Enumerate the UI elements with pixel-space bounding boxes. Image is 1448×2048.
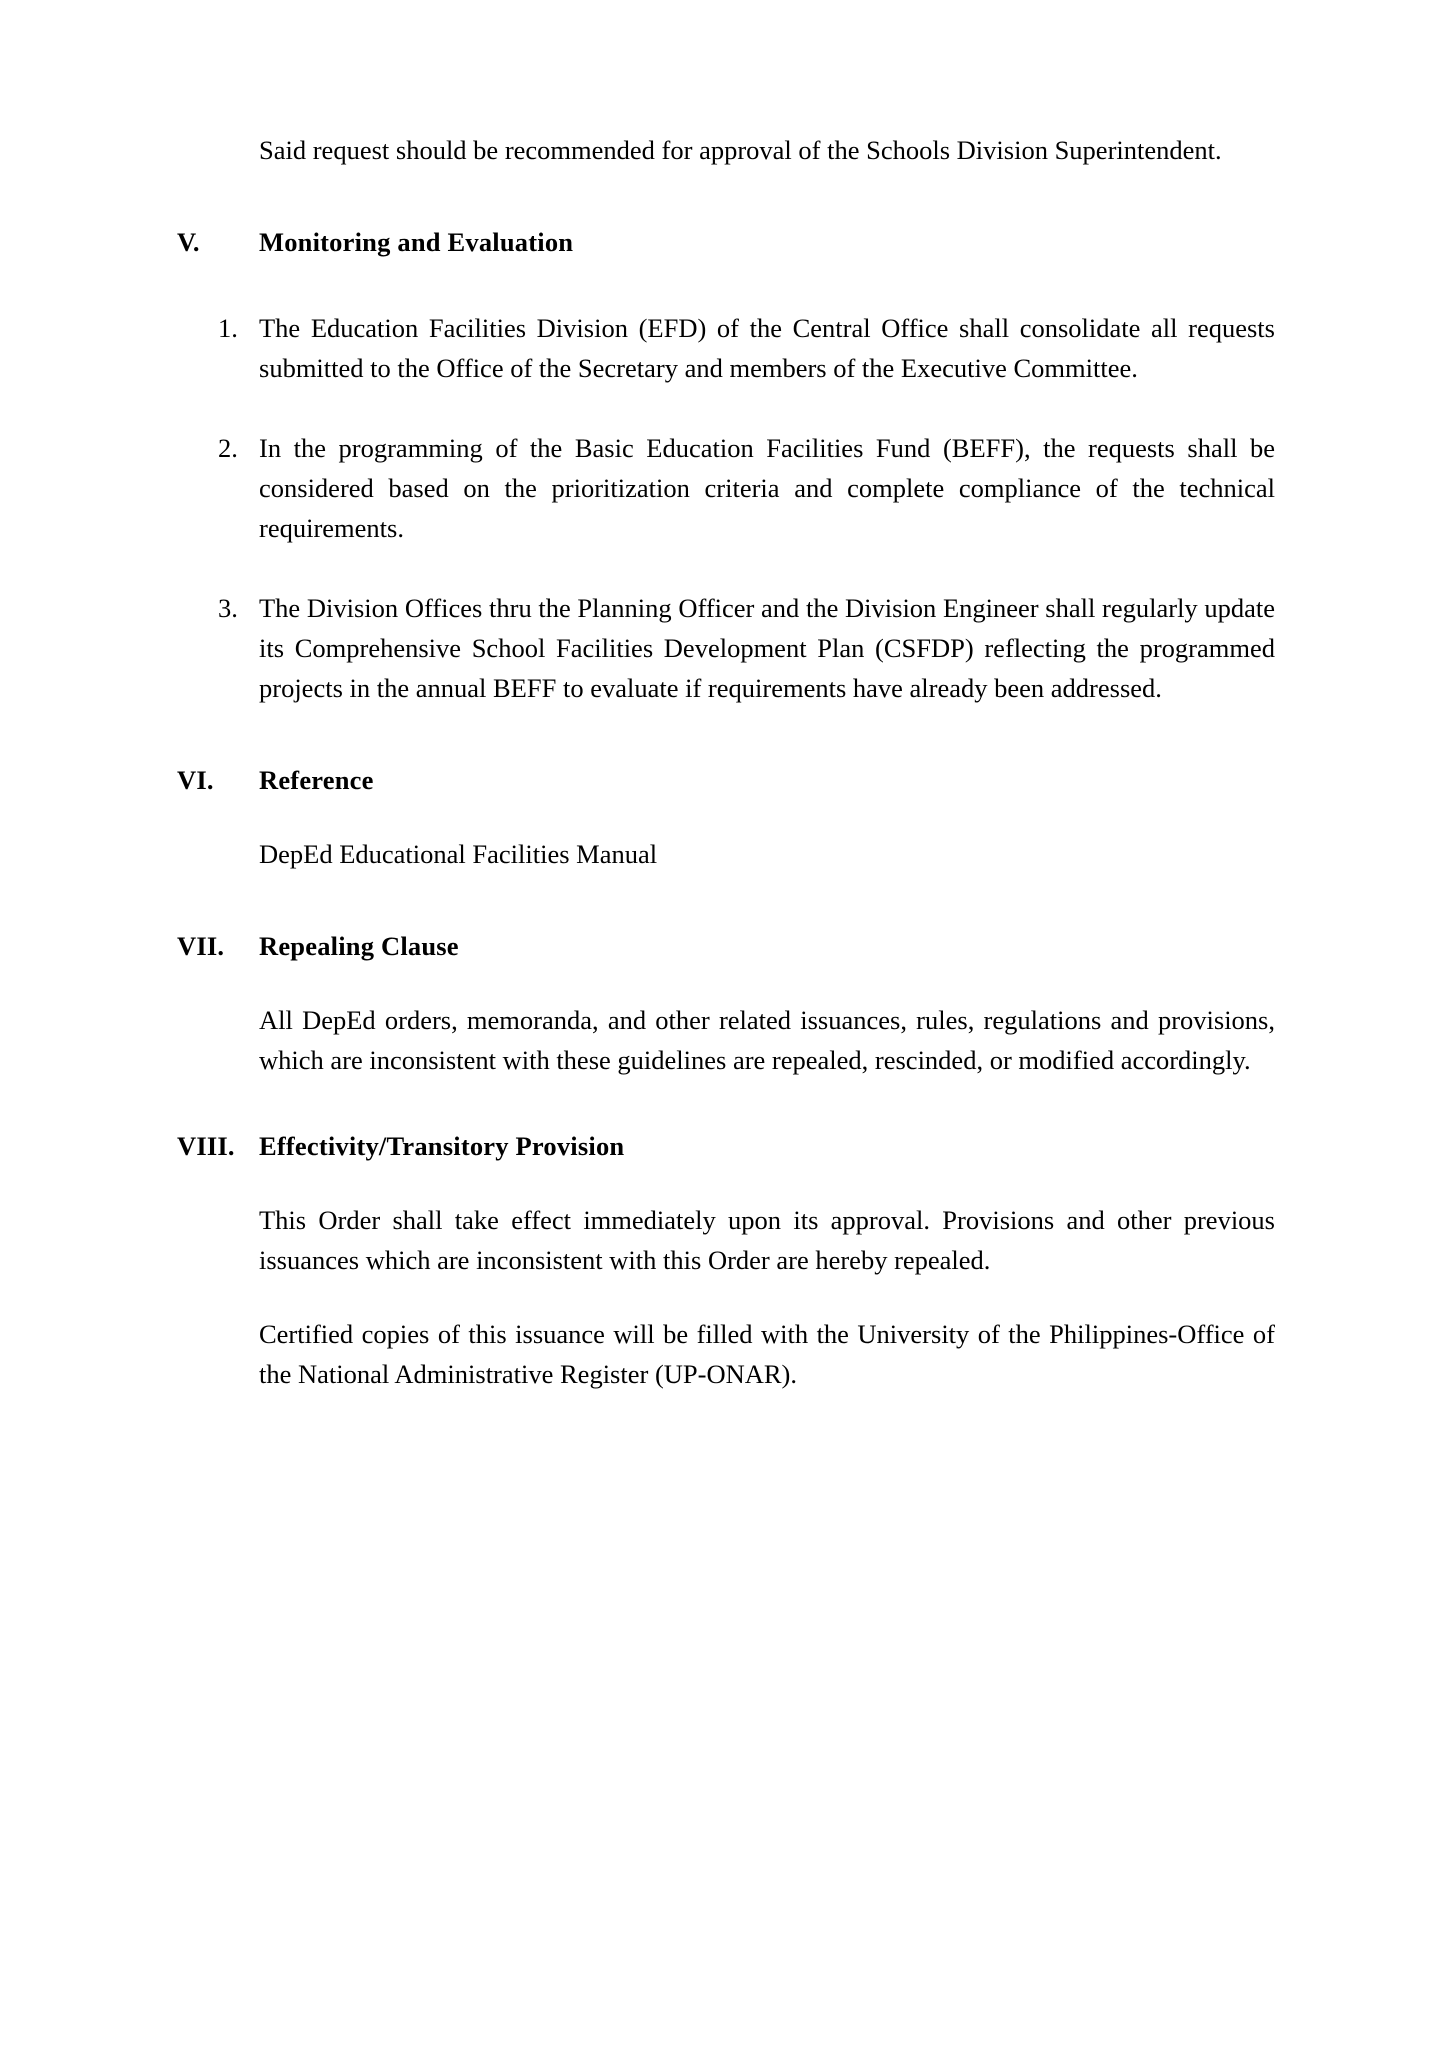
- spacer: [177, 1080, 1275, 1126]
- section-heading-viii: [177, 1126, 1275, 1166]
- list-item-marker: 1.: [218, 313, 238, 343]
- spacer: [177, 708, 1275, 760]
- list-item-text: In the programming of the Basic Education Facilities Fund (BEFF), the requests shall be considered based on the prioritization criteria and complete compliance of the technical requirements.: [259, 433, 1275, 543]
- list-item: [218, 428, 1275, 548]
- effectivity-body-1: This Order shall take effect immediately upon its approval. Provisions and other previous issuances which are inconsistent with this Order are hereby repealed.: [259, 1205, 1275, 1275]
- list-item-marker: 2.: [218, 433, 238, 463]
- section-numeral-vii: VII.: [177, 931, 225, 961]
- section-numeral-viii: VIII.: [177, 1131, 235, 1161]
- spacer: [177, 800, 1275, 834]
- list-item-text: The Division Offices thru the Planning Officer and the Division Engineer shall regularly update its Comprehensive School Facilities Development Plan (CSFDP) reflecting the programmed projects in the annual BEFF to evaluate if requirements have already been addressed.: [259, 593, 1275, 703]
- section-numeral-v: V.: [177, 227, 200, 257]
- spacer: [177, 966, 1275, 1000]
- list-item-text: The Education Facilities Division (EFD) of the Central Office shall consolidate all requests submitted to the Office of the Secretary and members of the Executive Committee.: [259, 313, 1275, 383]
- spacer: [177, 1280, 1275, 1314]
- section-heading-vi: [177, 760, 1275, 800]
- document-content: [177, 130, 1275, 1394]
- section-heading-vii: [177, 926, 1275, 966]
- spacer: [177, 262, 1275, 308]
- section-heading-v: [177, 222, 1275, 262]
- list-item: [218, 588, 1275, 708]
- monitoring-evaluation-list: [218, 308, 1275, 708]
- effectivity-body-2: Certified copies of this issuance will be filled with the University of the Philippines-Office of the National Administrative Register (UP-ONAR).: [259, 1319, 1275, 1389]
- intro-paragraph: Said request should be recommended for approval of the Schools Division Superintendent.: [259, 135, 1222, 165]
- list-item: [218, 308, 1275, 388]
- repealing-clause-body: All DepEd orders, memoranda, and other related issuances, rules, regulations and provisions, which are inconsistent with these guidelines are repealed, rescinded, or modified accordingly.: [259, 1005, 1275, 1075]
- reference-body: DepEd Educational Facilities Manual: [259, 839, 658, 869]
- section-numeral-vi: VI.: [177, 765, 214, 795]
- spacer: [177, 170, 1275, 222]
- section-title-vi: Reference: [259, 765, 374, 795]
- spacer: [177, 1166, 1275, 1200]
- section-title-vii: Repealing Clause: [259, 931, 459, 961]
- section-title-v: Monitoring and Evaluation: [259, 227, 574, 257]
- list-item-marker: 3.: [218, 593, 238, 623]
- spacer: [177, 874, 1275, 926]
- section-title-viii: Effectivity/Transitory Provision: [259, 1131, 625, 1161]
